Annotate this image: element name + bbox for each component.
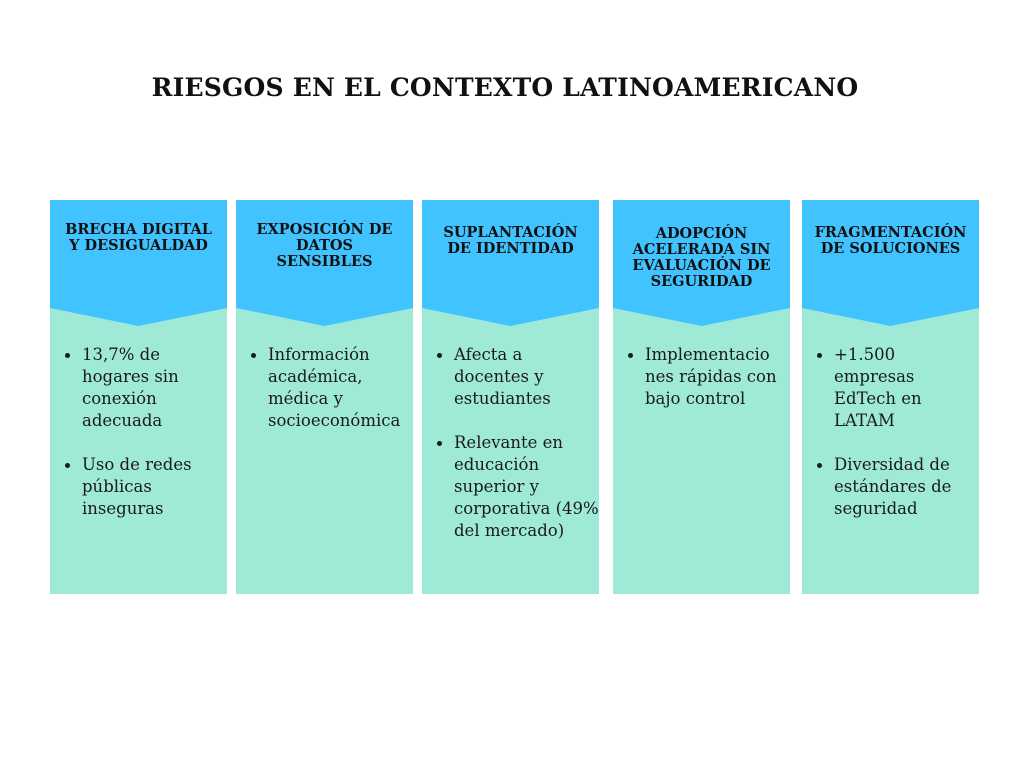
card-header-banner <box>50 200 227 326</box>
list-item: Relevante en educación superior y corporativa (49% del mercado) <box>434 432 599 542</box>
list-item: Uso de redes públicas inseguras <box>62 454 192 520</box>
risk-card-adopcion-acelerada <box>613 200 790 594</box>
list-item: Diversidad de estándares de seguridad <box>814 454 951 520</box>
card-heading: EXPOSICIÓN DE DATOS SENSIBLES <box>256 221 393 270</box>
list-item: 13,7% de hogares sin conexión adecuada <box>62 344 192 432</box>
list-item: Afecta a docentes y estudiantes <box>434 344 599 410</box>
list-item: Información académica, médica y socioeconómica <box>248 344 400 432</box>
risk-card-brecha-digital <box>50 200 227 594</box>
risk-card-suplantacion <box>422 200 599 594</box>
bullet-list <box>625 344 777 432</box>
card-header-banner <box>422 200 599 326</box>
risk-card-exposicion-datos <box>236 200 413 594</box>
bullet-list <box>434 344 599 564</box>
card-heading: BRECHA DIGITAL Y DESIGUALDAD <box>65 221 212 254</box>
card-heading: FRAGMENTACIÓN DE SOLUCIONES <box>814 224 967 257</box>
list-item: Implementacio nes rápidas con bajo control <box>625 344 777 410</box>
card-heading: ADOPCIÓN ACELERADA SIN EVALUACIÓN DE SEGURIDAD <box>632 225 771 290</box>
page-title: RIESGOS EN EL CONTEXTO LATINOAMERICANO <box>151 73 859 102</box>
risk-card-fragmentacion <box>802 200 979 594</box>
bullet-list <box>62 344 192 542</box>
list-item: +1.500 empresas EdTech en LATAM <box>814 344 951 432</box>
card-header-banner <box>802 200 979 326</box>
bullet-list <box>248 344 400 454</box>
bullet-list <box>814 344 951 542</box>
card-heading: SUPLANTACIÓN DE IDENTIDAD <box>443 224 578 257</box>
